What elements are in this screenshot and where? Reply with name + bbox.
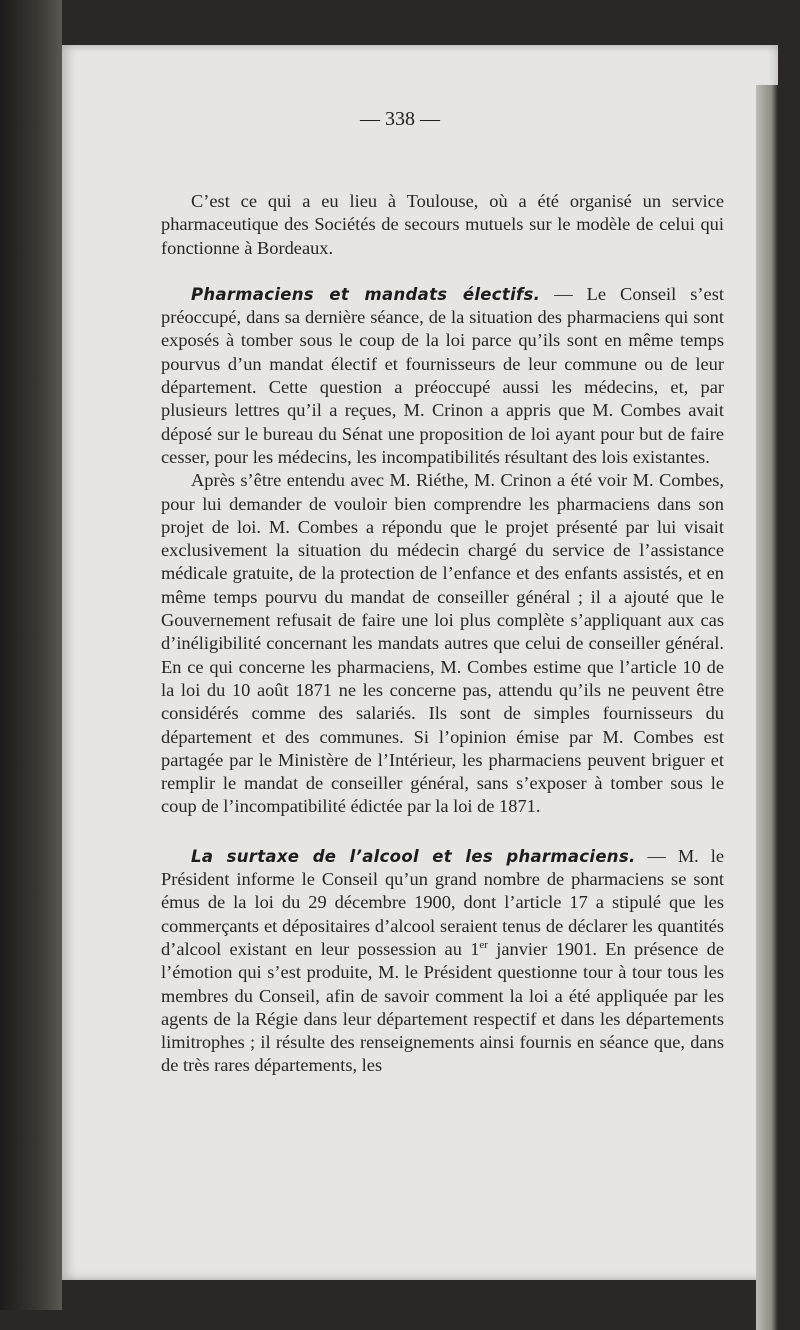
paragraph-surtaxe <box>161 845 724 1078</box>
paragraph-pharmaciens <box>161 283 724 469</box>
paragraph-apres: Après s’être entendu avec M. Riéthe, M. Crinon a été voir M. Combes, pour lui demander de vouloir bien comprendre les pharmaciens dans son projet de loi. M. Combes a répondu que le projet présenté par lui visait exclusivement la situation du médecin chargé du service de l’assistance médicale gratuite, de la protection de l’enfance et des enfants assistés, et en même temps pourvu du mandat de conseiller général ; il a ajouté que le Gouvernement refusait de faire une loi plus complète s’appliquant aux cas d’inéligibilité concernant les mandats autres que celui de conseiller général. En ce qui concerne les pharmaciens, M. Combes estime que l’article 10 de la loi du 10 août 1871 ne les concerne pas, attendu qu’ils ne peuvent être considérés comme des salariés. Ils sont de simples fournisseurs du département et des communes. Si l’opinion émise par M. Combes est partagée par le Ministère de l’Intérieur, les pharmaciens peuvent briguer et remplir le mandat de conseiller général, sans s’exposer à tomber sous le coup de l’incompatibilité édictée par la loi de 1871. <box>161 470 724 817</box>
ordinal-superscript: er <box>479 938 488 951</box>
section-heading-surtaxe: La surtaxe de l’alcool et les pharmaciens. <box>191 846 636 866</box>
page-number: — 338 — <box>360 108 440 130</box>
paragraph-surtaxe-text-b: janvier 1901. En présence de l’émotion qui s’est produite, M. le Président questionne tour à tour tous les membres du Conseil, afin de savoir comment la loi a été appliquée par les agents de la Régie dans leur département respectif et dans les départements limitrophes ; il résulte des renseignements ainsi fournis en séance que, dans de très rares départements, les <box>161 938 724 1076</box>
page-edge-shadow <box>756 85 778 1330</box>
scan-border-left <box>0 0 62 1310</box>
body-text <box>161 190 724 1078</box>
paragraph-surtaxe-text-a: — M. le Président informe le Conseil qu’un grand nombre de pharmaciens se sont émus de la loi du 29 décembre 1900, dont l’article 17 a stipulé que les commerçants et dépositaires d’alcool seraient tenus de déclarer les quantités d’alcool existant en leur possession au 1 <box>161 845 724 959</box>
paragraph-pharmaciens-text: — Le Conseil s’est préoccupé, dans sa dernière séance, de la situation des pharmaciens qui sont exposés à tomber sous le coup de la loi parce qu’ils sont en même temps pourvus d’un mandat électif et fournisseurs de leur commune ou de leur département. Cette question a préoccupé aussi les médecins, et, par plusieurs lettres qu’il a reçues, M. Crinon a appris que M. Combes avait déposé sur le bureau du Sénat une proposition de loi ayant pour but de faire cesser, pour les médecins, les incompatibilités résultant des lois existantes. <box>161 283 724 467</box>
section-heading-pharmaciens: Pharmaciens et mandats électifs. <box>191 284 541 304</box>
paragraph-intro: C’est ce qui a eu lieu à Toulouse, où a été organisé un service pharmaceutique des Sociétés de secours mutuels sur le modèle de celui qui fonctionne à Bordeaux. <box>161 191 724 258</box>
